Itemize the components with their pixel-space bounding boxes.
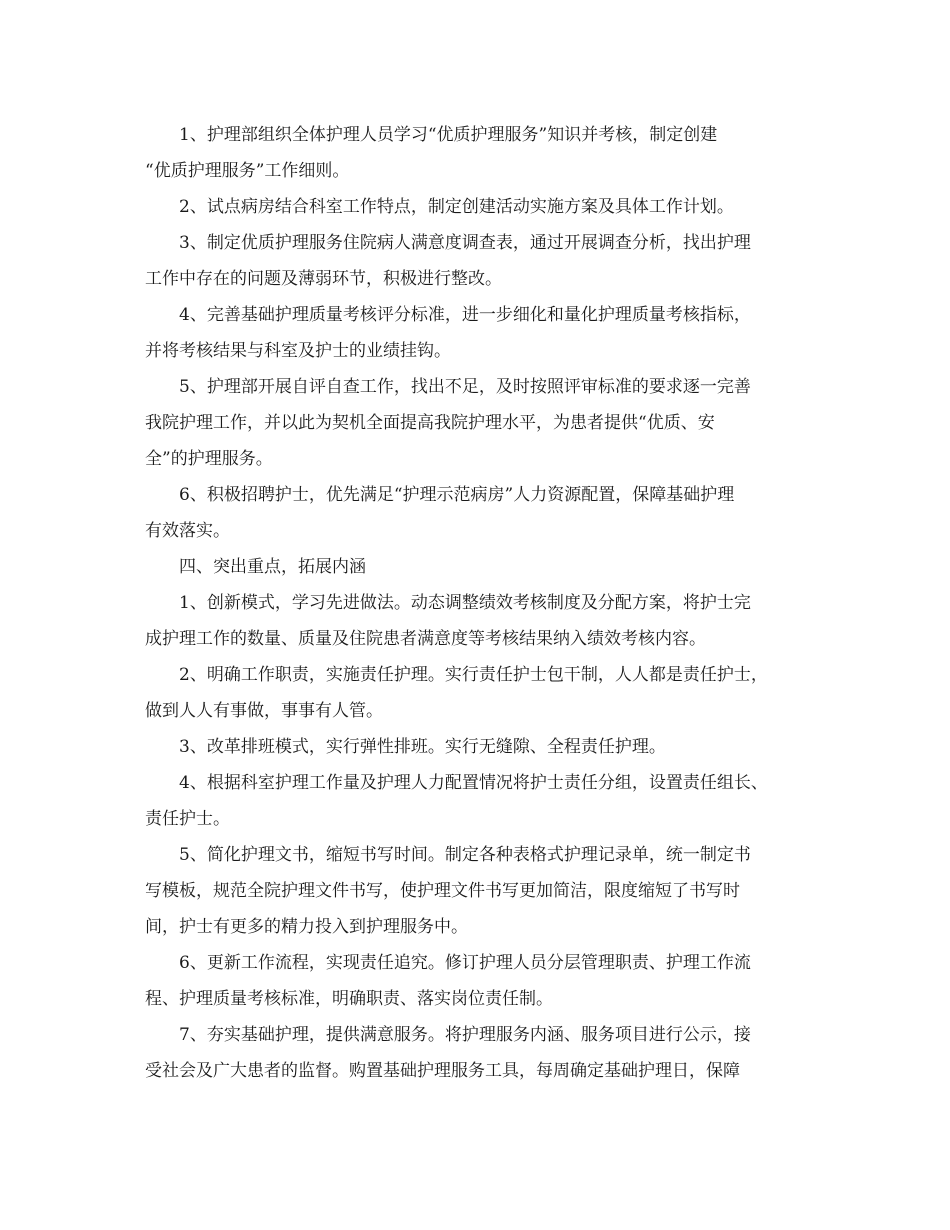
- document-body: [145, 117, 810, 1089]
- paragraph-line: 6、积极招聘护士，优先满足“护理示范病房”人力资源配置，保障基础护理: [179, 485, 735, 505]
- paragraph-q3: [145, 729, 810, 765]
- paragraph-line: 成护理工作的数量、质量及住院患者满意度等考核结果纳入绩效考核内容。: [145, 629, 706, 649]
- paragraph-line: 4、根据科室护理工作量及护理人力配置情况将护士责任分组，设置责任组长、: [179, 773, 768, 793]
- paragraph-q5: [145, 837, 810, 945]
- paragraph-line: “优质护理服务”工作细则。: [145, 161, 350, 181]
- paragraph-q6: [145, 945, 810, 1017]
- paragraph-line: 做到人人有事做，事事有人管。: [145, 701, 383, 721]
- paragraph-line: 3、制定优质护理服务住院病人满意度调查表，通过开展调查分析，找出护理: [179, 233, 751, 253]
- section-heading: [145, 549, 810, 585]
- paragraph-line: 3、改革排班模式，实行弹性排班。实行无缝隙、全程责任护理。: [179, 737, 666, 757]
- paragraph-p4: [145, 297, 810, 369]
- paragraph-q2: [145, 657, 810, 729]
- paragraph-line: 6、更新工作流程，实现责任追究。修订护理人员分层管理职责、护理工作流: [179, 953, 751, 973]
- paragraph-p5: [145, 369, 810, 477]
- paragraph-line: 5、简化护理文书，缩短书写时间。制定各种表格式护理记录单，统一制定书: [179, 845, 751, 865]
- paragraph-line: 间，护士有更多的精力投入到护理服务中。: [145, 917, 468, 937]
- paragraph-line: 4、完善基础护理质量考核评分标准，进一步细化和量化护理质量考核指标，: [179, 305, 751, 325]
- paragraph-p1: [145, 117, 810, 189]
- paragraph-line: 程、护理质量考核标准，明确职责、落实岗位责任制。: [145, 989, 553, 1009]
- paragraph-line: 全”的护理服务。: [145, 449, 273, 469]
- section-heading-text: 四、突出重点，拓展内涵: [179, 557, 366, 577]
- paragraph-line: 并将考核结果与科室及护士的业绩挂钩。: [145, 341, 451, 361]
- paragraph-line: 1、护理部组织全体护理人员学习“优质护理服务”知识并考核，制定创建: [179, 125, 718, 145]
- paragraph-line: 写模板，规范全院护理文件书写，使护理文件书写更加简洁，限度缩短了书写时: [145, 881, 740, 901]
- paragraph-line: 责任护士。: [145, 809, 230, 829]
- paragraph-line: 1、创新模式，学习先进做法。动态调整绩效考核制度及分配方案，将护士完: [179, 593, 751, 613]
- paragraph-q7: [145, 1017, 810, 1089]
- paragraph-line: 7、夯实基础护理，提供满意服务。将护理服务内涵、服务项目进行公示，接: [179, 1025, 751, 1045]
- paragraph-line: 5、护理部开展自评自查工作，找出不足，及时按照评审标准的要求逐一完善: [179, 377, 751, 397]
- paragraph-p2: [145, 189, 810, 225]
- paragraph-line: 我院护理工作，并以此为契机全面提高我院护理水平，为患者提供“优质、安: [145, 413, 715, 433]
- paragraph-line: 2、试点病房结合科室工作特点，制定创建活动实施方案及具体工作计划。: [179, 197, 734, 217]
- paragraph-line: 2、明确工作职责，实施责任护理。实行责任护士包干制，人人都是责任护士，: [179, 665, 768, 685]
- paragraph-line: 受社会及广大患者的监督。购置基础护理服务工具，每周确定基础护理日，保障: [145, 1061, 740, 1081]
- paragraph-q1: [145, 585, 810, 657]
- paragraph-line: 有效落实。: [145, 521, 230, 541]
- paragraph-line: 工作中存在的问题及薄弱环节，积极进行整改。: [145, 269, 502, 289]
- paragraph-p3: [145, 225, 810, 297]
- paragraph-p6: [145, 477, 810, 549]
- paragraph-q4: [145, 765, 810, 837]
